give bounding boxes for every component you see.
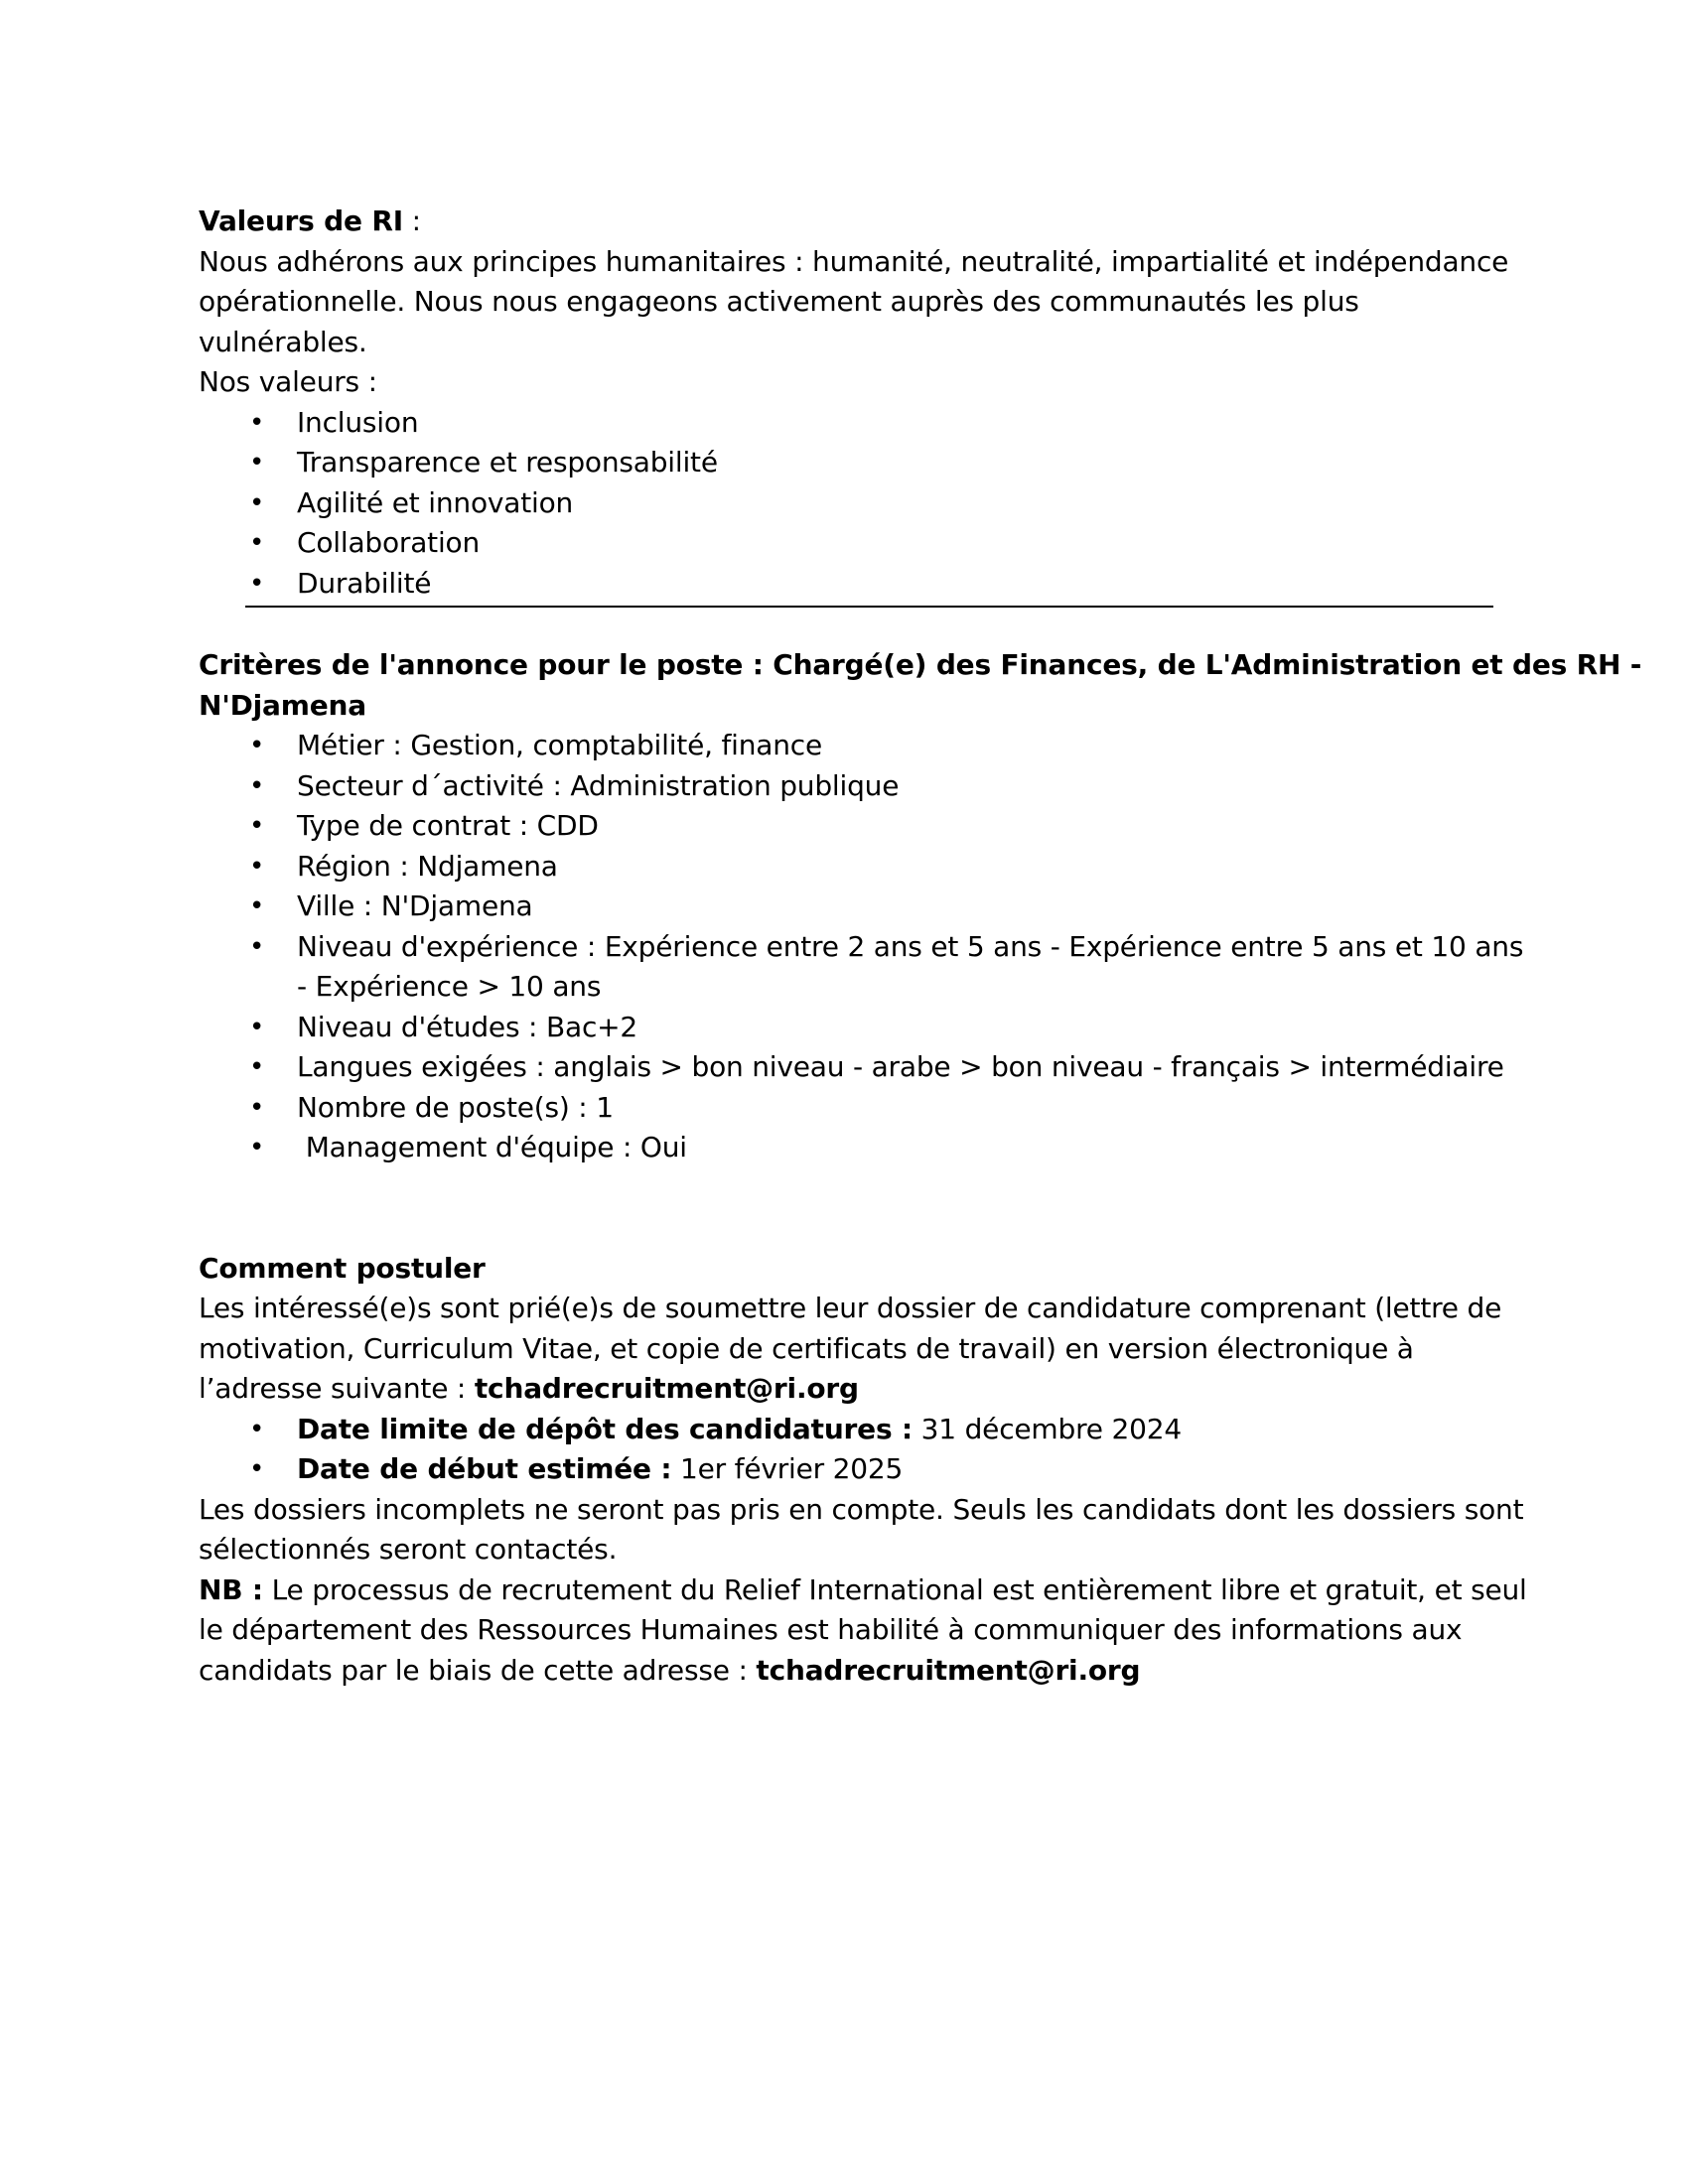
document-page <box>199 202 1642 1691</box>
dates-list <box>199 1410 1489 1490</box>
note-line-1: Les dossiers incomplets ne seront pas pris en compte. Seuls les candidats dont les dossiers sont <box>199 1492 1524 1526</box>
start-date-label: Date de début estimée : <box>297 1452 672 1485</box>
list-item <box>199 1047 1504 1088</box>
spacer <box>199 608 1489 645</box>
bullet-icon: • <box>249 811 265 841</box>
list-item <box>199 483 1489 524</box>
criteria-item-text: Secteur d´activité : Administration publique <box>297 768 900 802</box>
values-list-label: Nos valeurs : <box>199 365 377 398</box>
bullet-icon: • <box>249 568 265 599</box>
bullet-icon: • <box>249 1052 265 1082</box>
apply-section <box>199 1249 1527 1692</box>
value-item-text: Transparence et responsabilité <box>297 446 718 478</box>
values-intro-line-1: Nous adhérons aux principes humanitaires : humanité, neutralité, impartialité et indépendance <box>199 244 1509 278</box>
value-item-text: Agilité et innovation <box>297 485 574 519</box>
bullet-icon: • <box>249 1092 265 1123</box>
list-item <box>199 443 1489 483</box>
bullet-icon: • <box>249 448 265 478</box>
bullet-icon: • <box>249 528 265 558</box>
list-item <box>199 1008 1489 1048</box>
nb-line-3 <box>199 1651 1489 1692</box>
criteria-item-text: Type de contrat : CDD <box>297 809 599 842</box>
list-item <box>199 806 1489 847</box>
nb-line-2: le département des Ressources Humaines est habilité à communiquer des informations aux <box>199 1613 1463 1646</box>
criteria-item-text: Région : Ndjamena <box>297 849 558 883</box>
spacer <box>199 1168 1489 1249</box>
list-item <box>199 1088 1489 1129</box>
nb-text-1: Le processus de recrutement du Relief International est entièrement libre et gratuit, et seul <box>262 1572 1527 1606</box>
bullet-icon: • <box>249 851 265 882</box>
value-item-text: Inclusion <box>297 405 419 439</box>
nb-label: NB : <box>199 1572 263 1606</box>
list-item <box>199 847 1489 887</box>
values-section <box>199 202 1509 608</box>
criteria-item-text: Métier : Gestion, comptabilité, finance <box>297 729 822 761</box>
note-line-2: sélectionnés seront contactés. <box>199 1533 618 1566</box>
deadline-label: Date limite de dépôt des candidatures : <box>297 1412 913 1445</box>
apply-address-prefix: l’adresse suivante : <box>199 1372 475 1405</box>
criteria-item-text: Langues exigées : anglais > bon niveau - arabe > bon niveau - français > intermédiaire <box>297 1050 1504 1083</box>
list-item <box>199 1449 1489 1490</box>
list-item <box>199 766 1489 807</box>
list-item <box>199 523 1489 564</box>
criteria-item-text: Ville : N'Djamena <box>297 889 533 922</box>
nb-address-prefix: candidats par le biais de cette adresse : <box>199 1653 757 1687</box>
criteria-heading-line-1: Critères de l'annonce pour le poste : Chargé(e) des Finances, de L'Administration et des RH - <box>199 648 1642 681</box>
apply-para-line-2: motivation, Curriculum Vitae, et copie de certificats de travail) en version électronique à <box>199 1331 1414 1365</box>
bullet-icon: • <box>249 1454 265 1484</box>
apply-para-line-3 <box>199 1369 1489 1410</box>
bullet-icon: • <box>249 731 265 760</box>
list-item <box>199 927 1524 1008</box>
bullet-icon: • <box>249 407 265 438</box>
bullet-icon: • <box>249 770 265 801</box>
deadline-value: 31 décembre 2024 <box>912 1412 1182 1445</box>
criteria-item-text: Management d'équipe : Oui <box>297 1131 687 1163</box>
list-item <box>199 564 1489 605</box>
apply-email: tchadrecruitment@ri.org <box>474 1372 859 1405</box>
list-item <box>199 1128 1489 1168</box>
bullet-icon: • <box>249 931 265 962</box>
value-item-text: Durabilité <box>297 566 432 600</box>
criteria-list <box>199 726 1524 1168</box>
bullet-icon: • <box>249 891 265 921</box>
bullet-icon: • <box>249 487 265 518</box>
list-item <box>199 1410 1489 1450</box>
criteria-item-text: Niveau d'expérience : Expérience entre 2 ans et 5 ans - Expérience entre 5 ans et 10 ans <box>297 929 1524 963</box>
criteria-item-text: Niveau d'études : Bac+2 <box>297 1010 638 1043</box>
apply-heading: Comment postuler <box>199 1251 486 1285</box>
values-intro-line-2: opérationnelle. Nous nous engageons activement auprès des communautés les plus <box>199 285 1359 318</box>
list-item <box>199 726 1489 766</box>
apply-para-line-1: Les intéressé(e)s sont prié(e)s de soumettre leur dossier de candidature comprenant (lettre de <box>199 1292 1502 1324</box>
list-item <box>199 403 1489 444</box>
list-item <box>199 887 1489 927</box>
values-list <box>199 403 1489 605</box>
values-intro-line-3: vulnérables. <box>199 325 367 358</box>
criteria-heading-line-2: N'Djamena <box>199 688 366 722</box>
bullet-icon: • <box>249 1414 265 1444</box>
bullet-icon: • <box>249 1133 265 1162</box>
criteria-item-continuation: - Expérience > 10 ans <box>297 970 602 1003</box>
nb-line-1 <box>199 1570 1527 1611</box>
criteria-item-text: Nombre de poste(s) : 1 <box>297 1090 614 1124</box>
values-heading-suffix: : <box>402 205 421 237</box>
value-item-text: Collaboration <box>297 526 481 559</box>
start-date-value: 1er février 2025 <box>671 1452 904 1485</box>
nb-email: tchadrecruitment@ri.org <box>756 1653 1141 1687</box>
bullet-icon: • <box>249 1012 265 1042</box>
values-heading: Valeurs de RI <box>199 205 403 237</box>
criteria-section <box>199 645 1642 1168</box>
values-heading-line <box>199 202 1489 242</box>
